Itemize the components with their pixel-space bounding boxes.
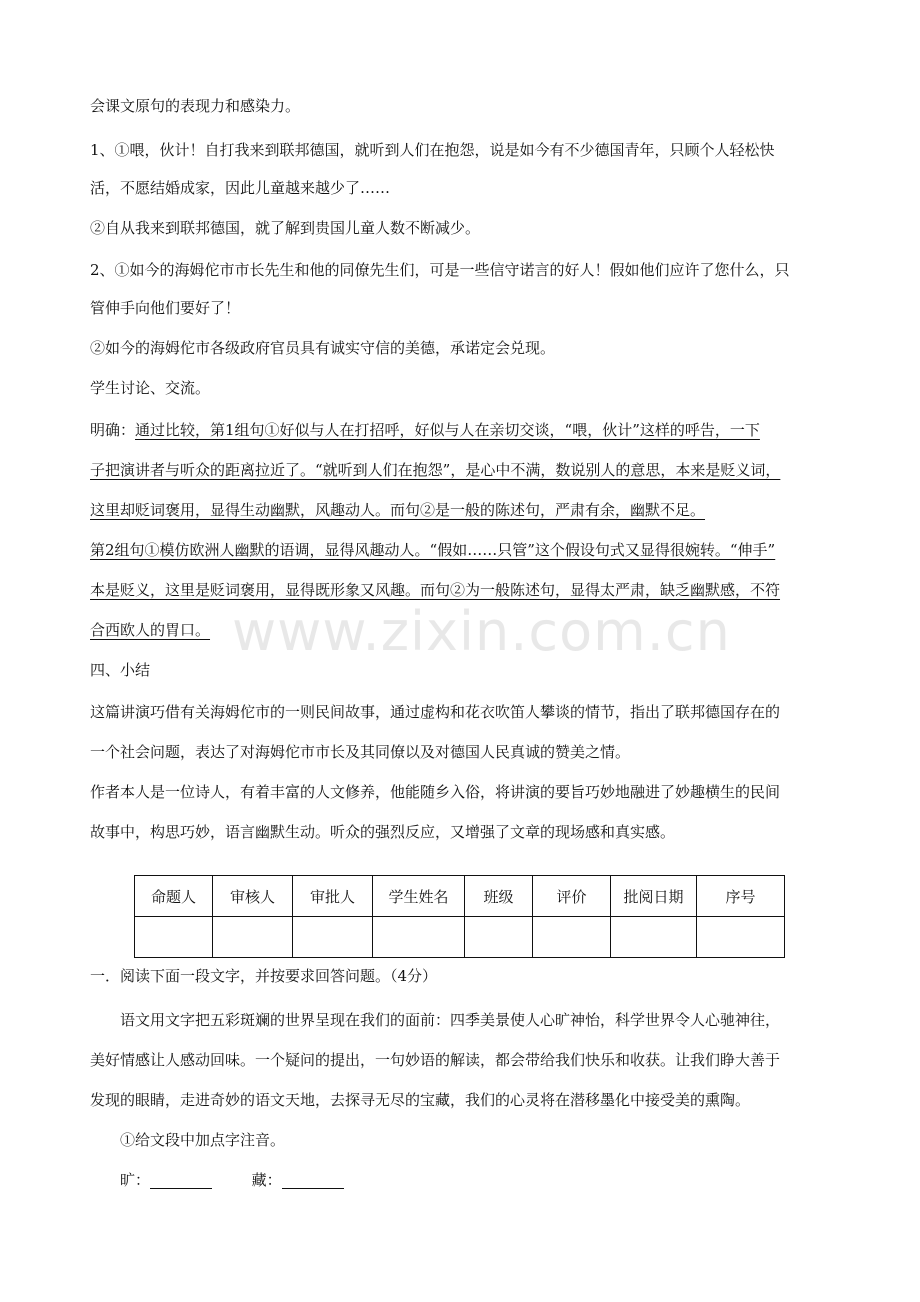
blank-label: 旷： [120, 1171, 151, 1189]
blank-label: 藏： [251, 1171, 282, 1189]
text-line: ②如今的海姆佗市各级政府官员具有诚实守信的美德，承诺定会兑现。 [90, 339, 556, 357]
table-header-cell: 审批人 [293, 876, 373, 917]
answer-blanks [120, 1170, 832, 1190]
table-cell[interactable] [533, 917, 611, 958]
table-cell[interactable] [213, 917, 293, 958]
text-line: 语文用文字把五彩斑斓的世界呈现在我们的面前：四季美景使人心旷神怡，科学世界令人心驰神往， [120, 1011, 781, 1029]
text-line [90, 420, 832, 440]
text-line: 发现的眼睛，走进奇妙的语文天地，去探寻无尽的宝藏，我们的心灵将在潜移墨化中接受美的熏陶。 [90, 1091, 751, 1109]
answer-blank[interactable] [282, 1172, 344, 1189]
table-cell[interactable] [293, 917, 373, 958]
text-line: 故事中，构思巧妙，语言幽默生动。听众的强烈反应，又增强了文章的现场感和真实感。 [90, 823, 676, 841]
text-line: 美好情感让人感动回味。一个疑问的提出，一句妙语的解读，都会带给我们快乐和收获。让我们睁大善于 [90, 1051, 781, 1069]
text-line: 活，不愿结婚成家，因此儿童越来越少了…… [90, 179, 391, 197]
table-cell[interactable] [697, 917, 785, 958]
table-cell[interactable] [611, 917, 697, 958]
text-line: 会课文原句的表现力和感染力。 [90, 97, 301, 115]
answer-blank[interactable] [150, 1172, 212, 1189]
table-cell[interactable] [465, 917, 533, 958]
text-line: 2、①如今的海姆佗市市长先生和他的同僚先生们，可是一些信守诺言的好人！假如他们应许了您什么，只 [90, 261, 790, 279]
table-cell[interactable] [373, 917, 465, 958]
underlined-answer: 子把演讲者与听众的距离拉近了。“就听到人们在抱怨”，是心中不满，数说别人的意思，本来是贬义词， [90, 461, 781, 479]
table-row [135, 917, 785, 958]
underlined-answer: 通过比较，第1组句①好似与人在打招呼，好似与人在亲切交谈，“喂，伙计”这样的呼告，一下 [135, 421, 760, 439]
answer-label: 明确： [90, 421, 136, 439]
text-line: 1、①喂，伙计！自打我来到联邦德国，就听到人们在抱怨，说是如今有不少德国青年，只顾个人轻松快 [90, 141, 775, 159]
table-header-cell: 命题人 [135, 876, 213, 917]
text-line: 学生讨论、交流。 [90, 379, 211, 397]
review-table [134, 875, 785, 958]
table-header-cell: 班级 [465, 876, 533, 917]
section-heading: 四、小结 [90, 661, 151, 679]
underlined-answer: 这里却贬词褒用，显得生动幽默，风趣动人。而句②是一般的陈述句，严肃有余，幽默不足。 [90, 501, 706, 519]
text-line: 一个社会问题，表达了对海姆佗市市长及其同僚以及对德国人民真诚的赞美之情。 [90, 743, 631, 761]
underlined-answer: 第2组句①模仿欧洲人幽默的语调，显得风趣动人。“假如……只管”这个假设句式又显得很婉转。“伸手” [90, 541, 776, 559]
text-line: 这篇讲演巧借有关海姆佗市的一则民间故事，通过虚构和花衣吹笛人攀谈的情节，指出了联邦德国存在的 [90, 703, 781, 721]
table-cell[interactable] [135, 917, 213, 958]
table-header-cell: 批阅日期 [611, 876, 697, 917]
question-title: 一．阅读下面一段文字，并按要求回答问题。（4分） [90, 967, 438, 985]
watermark: www.zixin.com.cn [232, 600, 731, 663]
table-header-cell: 学生姓名 [373, 876, 465, 917]
table-header-row [135, 876, 785, 917]
underlined-answer: 本是贬义，这里是贬词褒用，显得既形象又风趣。而句②为一般陈述句，显得太严肃，缺乏幽默感，不符 [90, 581, 781, 599]
table-header-cell: 审核人 [213, 876, 293, 917]
text-line: 作者本人是一位诗人，有着丰富的人文修养，他能随乡入俗，将讲演的要旨巧妙地融进了妙趣横生的民间 [90, 783, 781, 801]
underlined-answer: 合西欧人的胃口。 [90, 621, 211, 639]
table-header-cell: 序号 [697, 876, 785, 917]
sub-question: ①给文段中加点字注音。 [120, 1131, 286, 1149]
text-line: ②自从我来到联邦德国，就了解到贵国儿童人数不断减少。 [90, 219, 481, 237]
table-header-cell: 评价 [533, 876, 611, 917]
text-line: 管伸手向他们要好了！ [90, 299, 241, 317]
